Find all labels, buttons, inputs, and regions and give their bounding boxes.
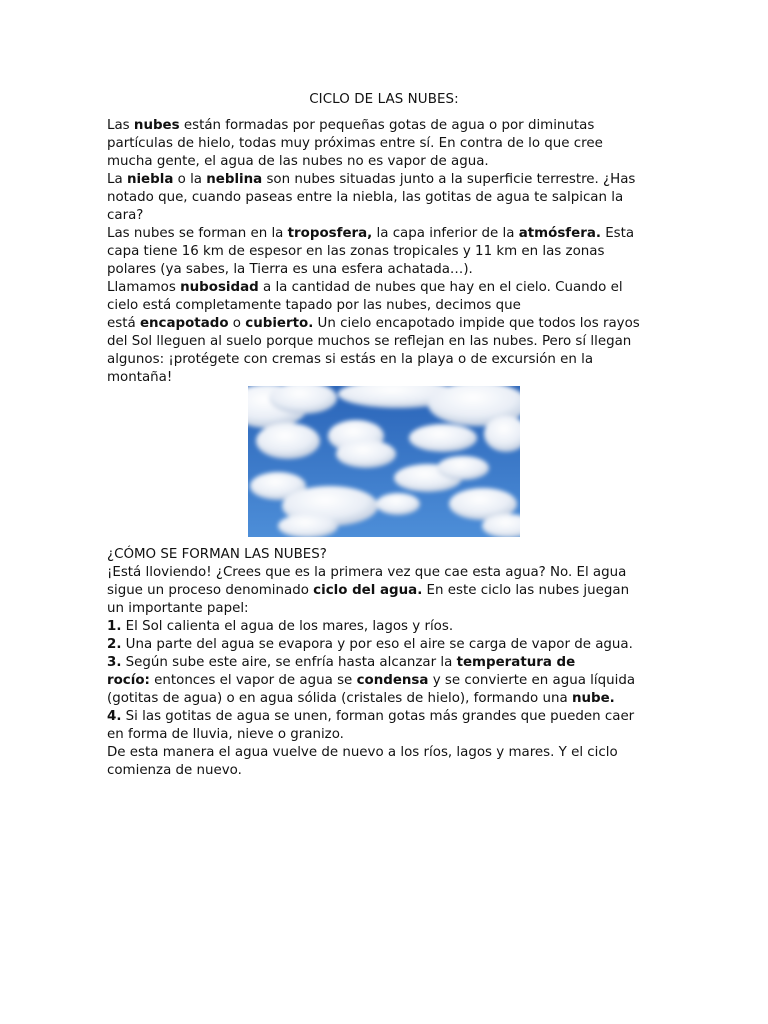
text-line [107,690,677,708]
text-run: polares (ya sabes, la Tierra es una esfera achatada…). [107,262,473,277]
text-run: algunos: ¡protégete con cremas si estás en la playa o de excursión en la [107,352,594,367]
text-line [107,351,677,369]
bold-term: 1. [107,619,122,634]
bold-term: 4. [107,709,122,724]
text-line [107,600,677,618]
text-line [107,672,677,690]
page-title: CICLO DE LAS NUBES: [309,92,459,107]
text-run: está [107,316,140,331]
text-run: comienza de nuevo. [107,763,242,778]
bold-term: troposfera, [287,226,373,241]
bold-term: nubosidad [180,280,259,295]
text-run: Una parte del agua se evapora y por eso el aire se carga de vapor de agua. [121,637,633,652]
text-line [107,243,677,261]
text-line [107,654,677,672]
text-run: ¿CÓMO SE FORMAN LAS NUBES? [107,547,327,562]
text-line [107,261,677,279]
bold-term: temperatura de [456,655,576,670]
text-run: notado que, cuando paseas entre la niebla, las gotitas de agua te salpican la [107,190,624,205]
bold-term: rocío: [107,673,150,688]
text-run: capa tiene 16 km de espesor en las zonas tropicales y 11 km en las zonas [107,244,605,259]
text-line [107,279,677,297]
text-line [107,315,677,333]
text-run: El Sol calienta el agua de los mares, lagos y ríos. [121,619,454,634]
text-run: Según sube este aire, se enfría hasta alcanzar la [121,655,457,670]
text-run: Llamamos [107,280,181,295]
text-run: (gotitas de agua) o en agua sólida (cristales de hielo), formando una [107,691,572,706]
bold-term: neblina [206,172,263,187]
text-line [107,171,677,189]
text-run: la capa inferior de la [372,226,519,241]
bold-term: atmósfera. [518,226,601,241]
bold-term: 2. [107,637,122,652]
text-line [107,117,677,135]
bold-term: nube. [571,691,615,706]
bold-term: encapotado [139,316,229,331]
text-run: Esta [600,226,635,241]
text-line [107,225,677,243]
text-line [107,135,677,153]
text-run: De esta manera el agua vuelve de nuevo a los ríos, lagos y mares. Y el ciclo [107,745,618,760]
text-run: Las nubes se forman en la [107,226,288,241]
text-line [107,189,677,207]
bold-term: nubes [133,118,180,133]
text-run: entonces el vapor de agua se [149,673,357,688]
intro-paragraphs [107,117,677,387]
text-run: o la [173,172,207,187]
text-run: cielo está completamente tapado por las nubes, decimos que [107,298,521,313]
text-line [107,297,677,315]
text-run: Las [107,118,134,133]
text-run: mucha gente, el agua de las nubes no es vapor de agua. [107,154,489,169]
text-line [107,762,677,780]
text-line [107,564,677,582]
text-run: del Sol lleguen al suelo porque muchos se reflejan en las nubes. Pero sí llegan [107,334,632,349]
text-line [107,726,677,744]
bold-term: ciclo del agua. [313,583,423,598]
bold-term: cubierto. [245,316,314,331]
text-run: Si las gotitas de agua se unen, forman gotas más grandes que pueden caer [121,709,635,724]
text-run: Un cielo encapotado impide que todos los rayos [313,316,640,331]
text-run: son nubes situadas junto a la superficie terrestre. ¿Has [262,172,636,187]
text-run: ¡Está lloviendo! ¿Crees que es la primera vez que cae esta agua? No. El agua [107,565,627,580]
sky-clouds-photo [248,386,520,537]
text-run: La [107,172,127,187]
bold-term: 3. [107,655,122,670]
text-line [107,618,677,636]
bold-term: niebla [126,172,174,187]
text-line [107,153,677,171]
text-run: En este ciclo las nubes juegan [422,583,630,598]
text-line [107,369,677,387]
text-line [107,546,677,564]
text-run: están formadas por pequeñas gotas de agua o por diminutas [179,118,595,133]
text-line [107,744,677,762]
clouds-illustration [248,386,520,537]
text-run: y se convierte en agua líquida [428,673,636,688]
text-run: un importante papel: [107,601,249,616]
how-clouds-form-section [107,546,677,780]
text-line [107,333,677,351]
text-line [107,636,677,654]
text-line [107,207,677,225]
text-line [107,582,677,600]
text-run: montaña! [107,370,173,385]
text-line [107,708,677,726]
text-run: a la cantidad de nubes que hay en el cielo. Cuando el [258,280,623,295]
text-run: cara? [107,208,144,223]
text-run: sigue un proceso denominado [107,583,314,598]
text-run: partículas de hielo, todas muy próximas entre sí. En contra de lo que cree [107,136,603,151]
text-run: en forma de lluvia, nieve o granizo. [107,727,344,742]
bold-term: condensa [356,673,429,688]
text-run: o [228,316,246,331]
